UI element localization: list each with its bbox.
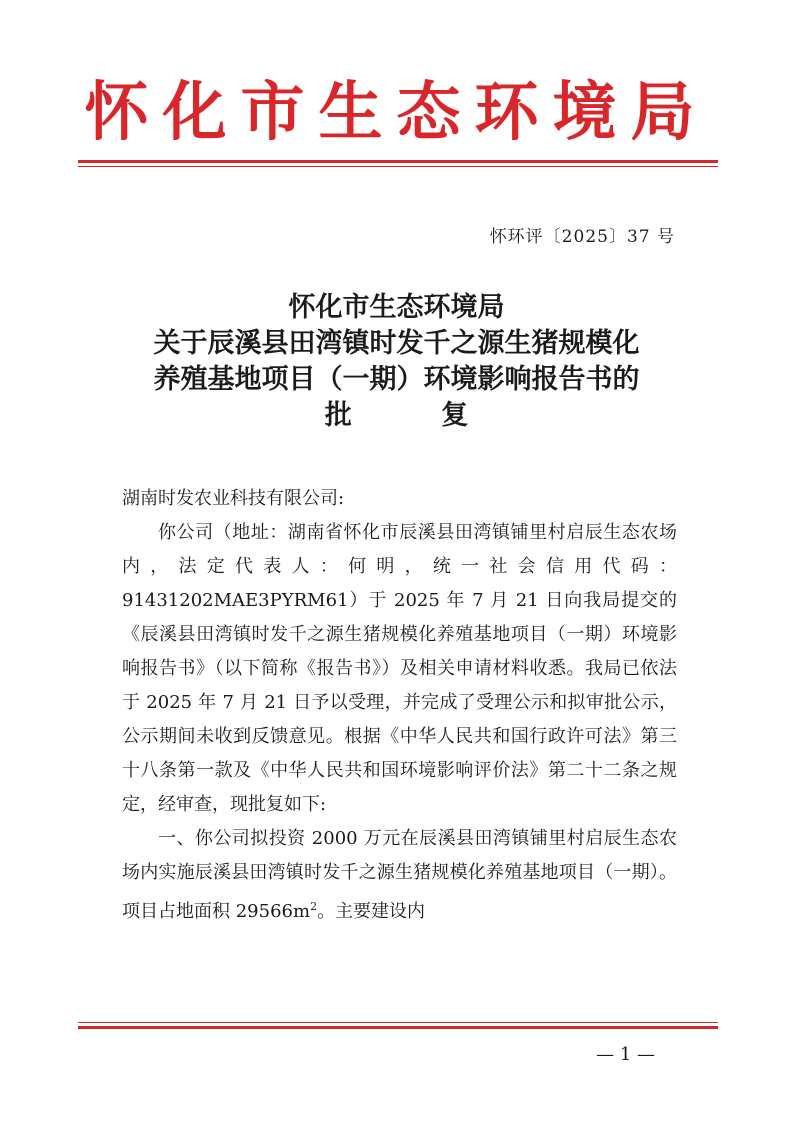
paragraph-intro: 你公司（地址：湖南省怀化市辰溪县田湾镇铺里村启辰生态农场内，法定代表人：何明，统一社会信用代码：91431202MAE3PYRM61）于 2025 年 7 月 21 日向我局提交的《辰溪县田湾镇时发千之源生猪规模化养殖基地项目（一期）环境影响报告书》（以下简称《报告书》）及相关申请材料收悉。我局已依法于 2025 年 7 月 21 日予以受理，并完成了受理公示和拟审批公示，公示期间未收到反馈意见。根据《中华人民共和国行政许可法》第三十八条第一款及《中华人民共和国环境影响评价法》第二十二条之规定，经审查，现批复如下: (122, 522, 677, 815)
document-title (0, 290, 793, 434)
masthead-rule-thick (78, 160, 718, 163)
document-number: 怀环评〔2025〕37 号 (489, 227, 675, 247)
title-line-1: 怀化市生态环境局 (288, 292, 505, 323)
paragraph-item-1-main: 一、你公司拟投资 2000 万元在辰溪县田湾镇铺里村启辰生态农场内实施辰溪县田湾镇时发千之源生猪规模化养殖基地项目（一期）。项目占地面积 29566m (122, 828, 677, 922)
paragraph-item-1-tail: 。主要建设内 (317, 901, 426, 922)
footer-rule-thick (78, 1026, 718, 1029)
paragraph-item-1 (122, 822, 677, 929)
footer-rule-thin (78, 1022, 718, 1023)
document-body (122, 482, 677, 929)
page-number: — 1 — (596, 1044, 655, 1065)
masthead-org-name: 怀化市生态环境局 (84, 76, 709, 150)
title-line-3: 养殖基地项目（一期）环境影响报告书的 (153, 364, 640, 395)
addressee: 湖南时发农业科技有限公司: (122, 488, 345, 509)
area-unit-superscript: 2 (310, 900, 318, 913)
title-line-2: 关于辰溪县田湾镇时发千之源生猪规模化 (153, 328, 640, 359)
masthead-rule-thin (78, 166, 718, 167)
title-line-4: 批 复 (324, 400, 509, 431)
